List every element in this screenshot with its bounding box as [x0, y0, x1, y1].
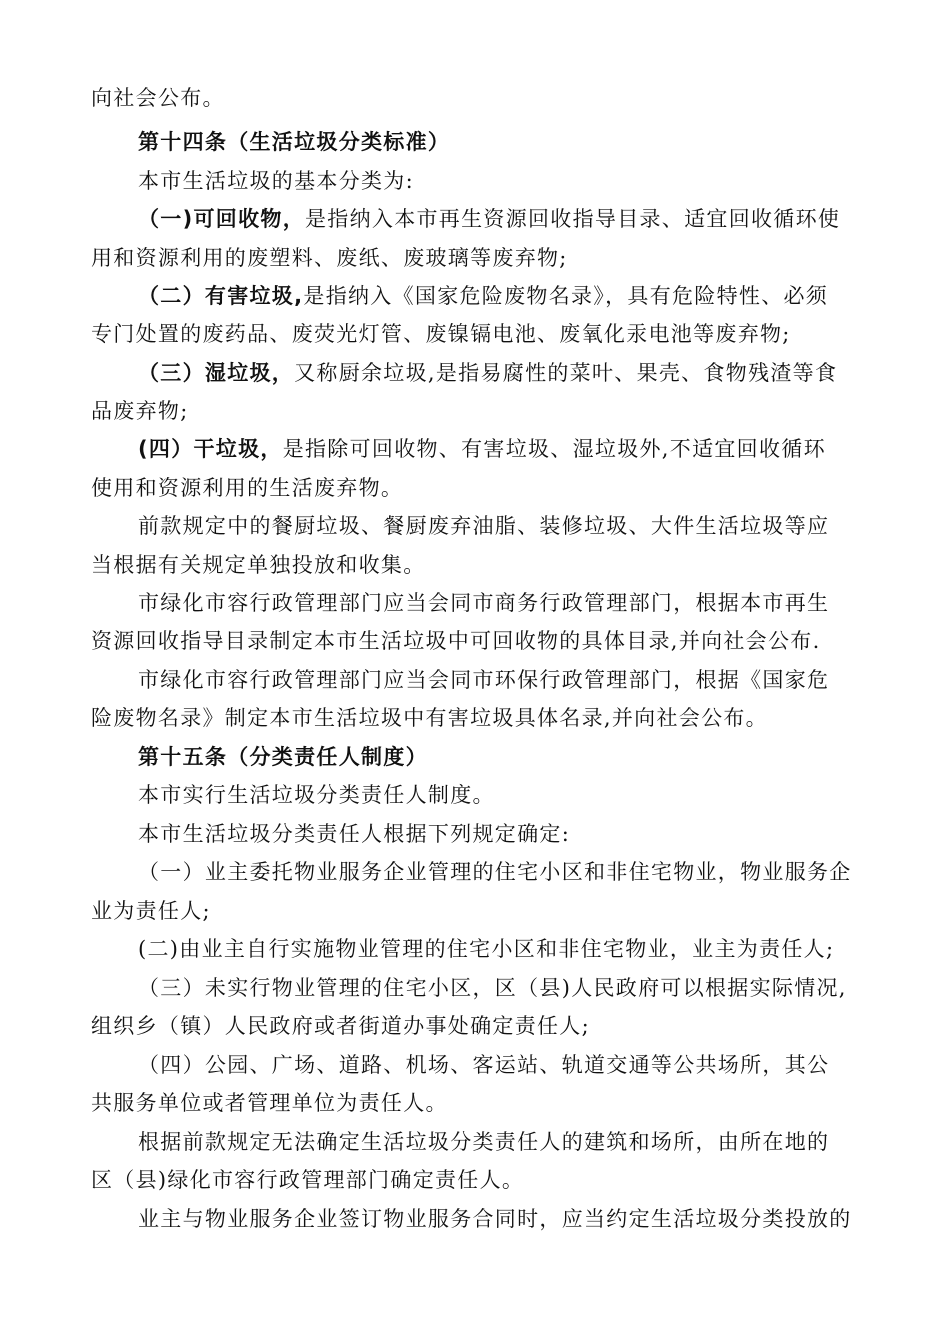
list-item: （三）湿垃圾，又称厨余垃圾,是指易腐性的菜叶、果壳、食物残渣等食 — [138, 361, 838, 385]
list-item: （三）未实行物业管理的住宅小区，区（县)人民政府可以根据实际情况, — [138, 976, 847, 1000]
list-item: （二）有害垃圾,是指纳入《国家危险废物名录》，具有危险特性、必须 — [138, 284, 829, 308]
text-line: 专门处置的废药品、废荧光灯管、废镍镉电池、废氧化汞电池等废弃物; — [91, 322, 791, 346]
text-line: 区（县)绿化市容行政管理部门确定责任人。 — [91, 1168, 525, 1192]
text-line: 本市生活垃圾分类责任人根据下列规定确定: — [138, 822, 571, 846]
list-item: (四）干垃圾，是指除可回收物、有害垃圾、湿垃圾外,不适宜回收循环 — [138, 437, 826, 461]
text-line: 本市实行生活垃圾分类责任人制度。 — [138, 783, 495, 807]
text-line: 共服务单位或者管理单位为责任人。 — [91, 1091, 448, 1115]
text-line: 业为责任人; — [91, 899, 211, 923]
text-line: 组织乡（镇）人民政府或者街道办事处确定责任人; — [91, 1014, 590, 1038]
item-term: （二）有害垃圾, — [138, 284, 304, 308]
text-line: 向社会公布。 — [91, 86, 225, 110]
text-line: 资源回收指导目录制定本市生活垃圾中可回收物的具体目录,并向社会公布. — [91, 629, 821, 653]
list-item: (二)由业主自行实施物业管理的住宅小区和非住宅物业，业主为责任人; — [138, 937, 835, 961]
text-line: 根据前款规定无法确定生活垃圾分类责任人的建筑和场所，由所在地的 — [138, 1130, 830, 1154]
item-term: （三）湿垃圾， — [138, 361, 295, 385]
text-line: 市绿化市容行政管理部门应当会同市商务行政管理部门，根据本市再生 — [138, 591, 830, 615]
article-15-heading: 第十五条（分类责任人制度） — [138, 745, 428, 769]
list-item: （一)可回收物，是指纳入本市再生资源回收指导目录、适宜回收循环使 — [138, 207, 841, 231]
text-line: 本市生活垃圾的基本分类为: — [138, 169, 414, 193]
text-line: 用和资源利用的废塑料、废纸、废玻璃等废弃物; — [91, 246, 568, 270]
text-line: 市绿化市容行政管理部门应当会同市环保行政管理部门，根据《国家危 — [138, 668, 830, 692]
text-line: 前款规定中的餐厨垃圾、餐厨废弃油脂、装修垃圾、大件生活垃圾等应 — [138, 514, 830, 538]
text-line: 品废弃物; — [91, 399, 189, 423]
article-14-heading: 第十四条（生活垃圾分类标准） — [138, 130, 451, 154]
text-line: 当根据有关规定单独投放和收集。 — [91, 553, 426, 577]
list-item: （一）业主委托物业服务企业管理的住宅小区和非住宅物业，物业服务企 — [138, 860, 852, 884]
text-line: 使用和资源利用的生活废弃物。 — [91, 476, 404, 500]
item-term: (四）干垃圾， — [138, 437, 283, 461]
text-line: 险废物名录》制定本市生活垃圾中有害垃圾具体名录,并向社会公布。 — [91, 706, 768, 730]
text-line: 业主与物业服务企业签订物业服务合同时，应当约定生活垃圾分类投放的 — [138, 1207, 852, 1231]
list-item: （四）公园、广场、道路、机场、客运站、轨道交通等公共场所，其公 — [138, 1053, 830, 1077]
item-term: （一)可回收物， — [138, 207, 305, 231]
